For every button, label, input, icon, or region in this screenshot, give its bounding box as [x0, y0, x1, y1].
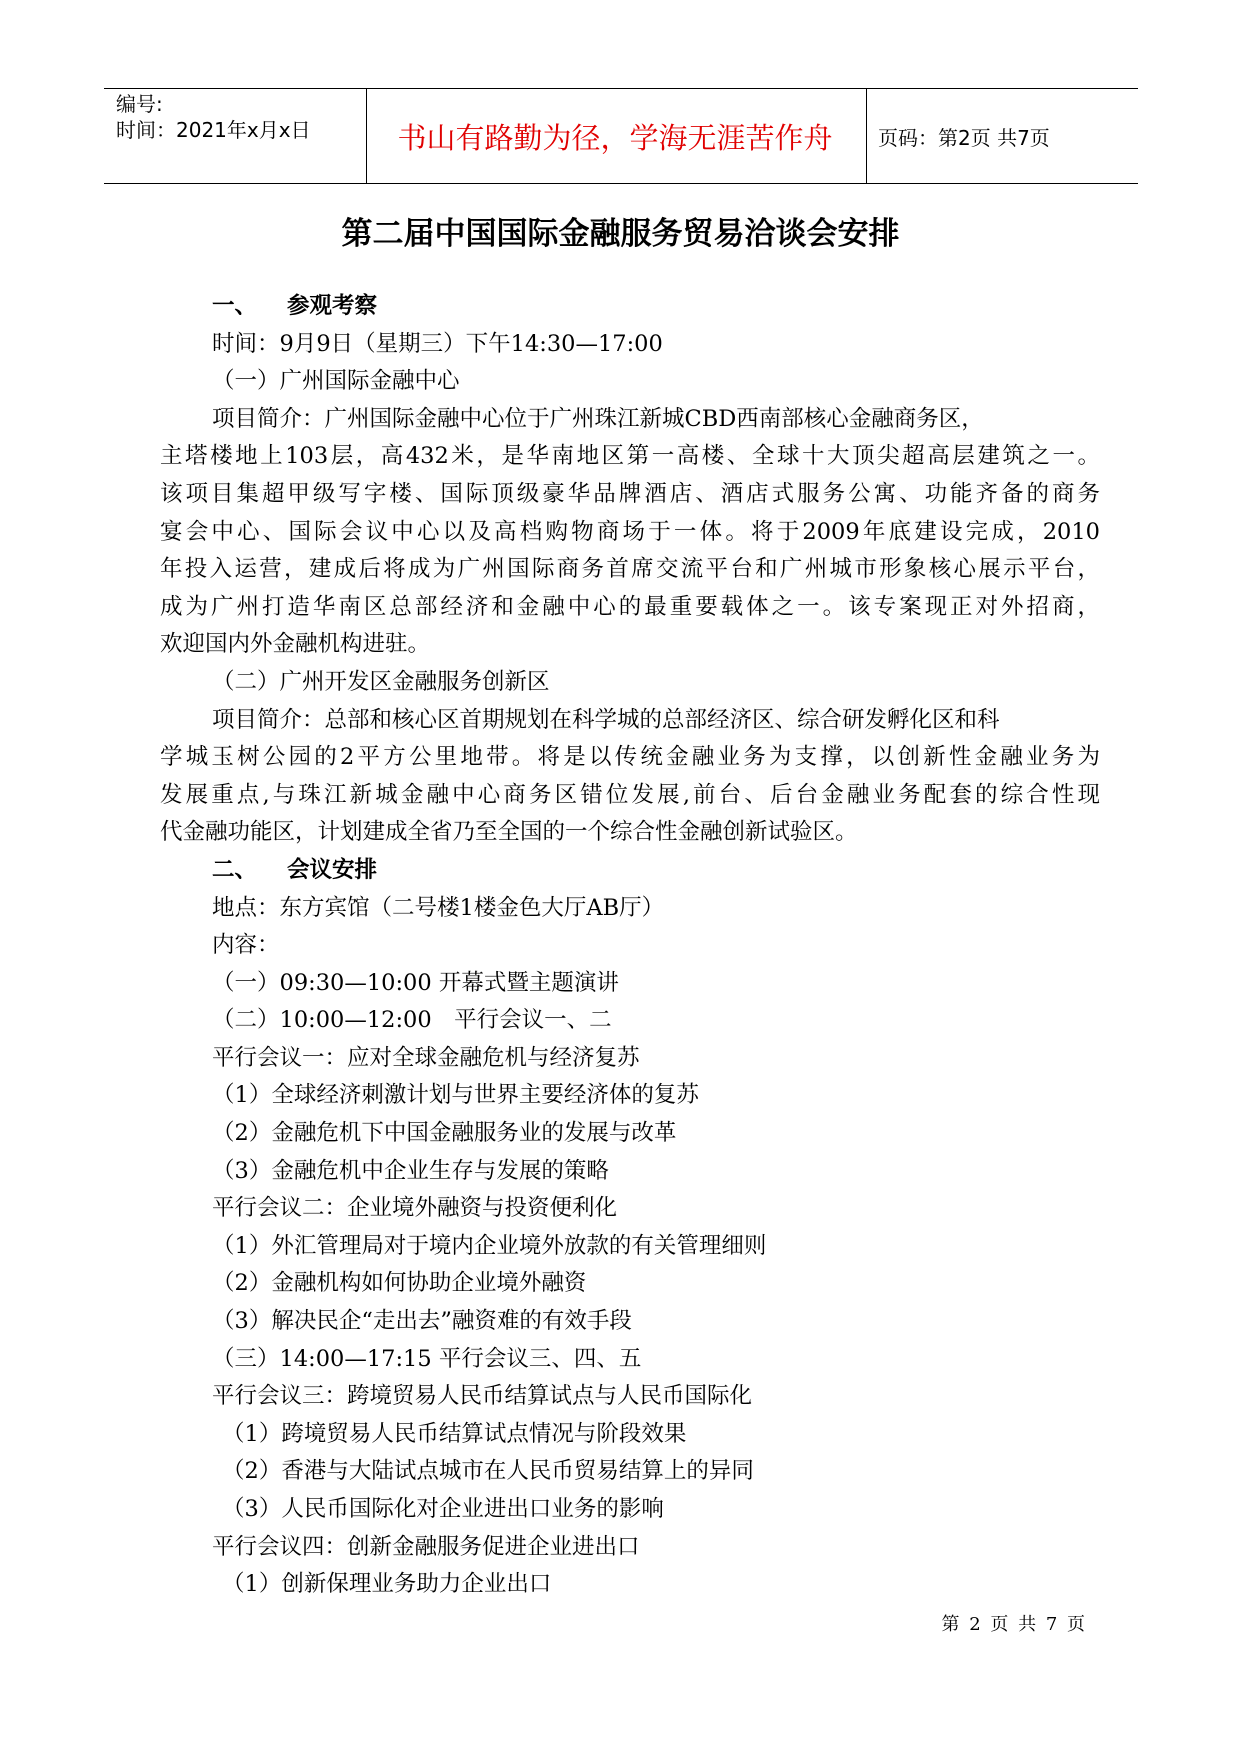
paragraph-line: （2）金融危机下中国金融服务业的发展与改革 — [212, 1120, 677, 1147]
header-divider — [866, 89, 867, 183]
header-motto: 书山有路勤为径，学海无涯苦作舟 — [397, 120, 833, 155]
serial-number-label: 编号: — [116, 92, 163, 116]
document-title: 第二届中国国际金融服务贸易洽谈会安排 — [341, 216, 900, 252]
header-meta — [116, 91, 368, 181]
paragraph-line: （1）外汇管理局对于境内企业境外放款的有关管理细则 — [212, 1232, 767, 1259]
paragraph-line: （一）09:30—10:00 开幕式暨主题演讲 — [212, 969, 619, 996]
header-table — [104, 88, 1138, 184]
paragraph-line: 内容： — [212, 932, 280, 959]
section-heading: 二、 会议安排 — [212, 856, 378, 883]
header-page-label: 页码：第2页 共7页 — [878, 125, 1050, 150]
paragraph-line: 平行会议四：创新金融服务促进企业进出口 — [212, 1533, 640, 1560]
paragraph-line: 项目简介：总部和核心区首期规划在科学城的总部经济区、综合研发孵化区和科 — [212, 706, 1000, 733]
document-body — [160, 288, 1100, 1604]
paragraph-line: （1）全球经济刺激计划与世界主要经济体的复苏 — [212, 1082, 699, 1109]
page-footer: 第 2 页 共 7 页 — [941, 1614, 1085, 1635]
time-label: 时间：2021年x月x日 — [116, 118, 311, 142]
paragraph-line: 欢迎国内外金融机构进驻。 — [160, 631, 431, 658]
section-heading: 一、 参观考察 — [212, 293, 378, 319]
paragraph-line: （二）广州开发区金融服务创新区 — [212, 668, 550, 695]
paragraph-line: 地点：东方宾馆（二号楼1楼金色大厅AB厅） — [212, 894, 665, 921]
paragraph-line: （三）14:00—17:15 平行会议三、四、五 — [212, 1345, 642, 1372]
paragraph-line: 平行会议一：应对全球金融危机与经济复苏 — [212, 1044, 640, 1071]
paragraph-line: （3）人民币国际化对企业进出口业务的影响 — [222, 1496, 664, 1522]
paragraph-line: 主塔楼地上103层，高432米，是华南地区第一高楼、全球十大顶尖超高层建筑之一。 — [160, 443, 1100, 470]
paragraph-line: 成为广州打造华南区总部经济和金融中心的最重要载体之一。该专案现正对外招商， — [160, 593, 1100, 620]
paragraph-line: （2）金融机构如何协助企业境外融资 — [212, 1270, 587, 1297]
paragraph-line: 平行会议二：企业境外融资与投资便利化 — [212, 1195, 618, 1222]
paragraph-line: （3）解决民企“走出去”融资难的有效手段 — [212, 1308, 632, 1335]
paragraph-line: 该项目集超甲级写字楼、国际顶级豪华品牌酒店、酒店式服务公寓、功能齐备的商务 — [160, 480, 1100, 507]
paragraph-line: 宴会中心、国际会议中心以及高档购物商场于一体。将于2009年底建设完成，2010 — [160, 518, 1100, 545]
paragraph-line: （2）香港与大陆试点城市在人民币贸易结算上的异同 — [222, 1458, 754, 1485]
paragraph-line: （3）金融危机中企业生存与发展的策略 — [212, 1157, 609, 1184]
paragraph-line: 时间：9月9日（星期三）下午14:30—17:00 — [212, 330, 663, 357]
paragraph-line: （1）创新保理业务助力企业出口 — [222, 1571, 552, 1598]
paragraph-line: （二）10:00—12:00 平行会议一、二 — [212, 1007, 612, 1034]
paragraph-line: 年投入运营，建成后将成为广州国际商务首席交流平台和广州城市形象核心展示平台， — [160, 556, 1100, 583]
paragraph-line: 发展重点,与珠江新城金融中心商务区错位发展,前台、后台金融业务配套的综合性现 — [160, 781, 1100, 808]
paragraph-line: （1）跨境贸易人民币结算试点情况与阶段效果 — [222, 1420, 687, 1447]
paragraph-line: 平行会议三：跨境贸易人民币结算试点与人民币国际化 — [212, 1383, 753, 1410]
paragraph-line: 代金融功能区，计划建成全省乃至全国的一个综合性金融创新试验区。 — [160, 819, 858, 846]
paragraph-line: 学城玉树公园的2平方公里地带。将是以传统金融业务为支撑，以创新性金融业务为 — [160, 744, 1100, 771]
paragraph-line: （一）广州国际金融中心 — [212, 368, 460, 395]
header-divider — [366, 89, 367, 183]
paragraph-line: 项目简介：广州国际金融中心位于广州珠江新城CBD西南部核心金融商务区， — [212, 405, 984, 432]
